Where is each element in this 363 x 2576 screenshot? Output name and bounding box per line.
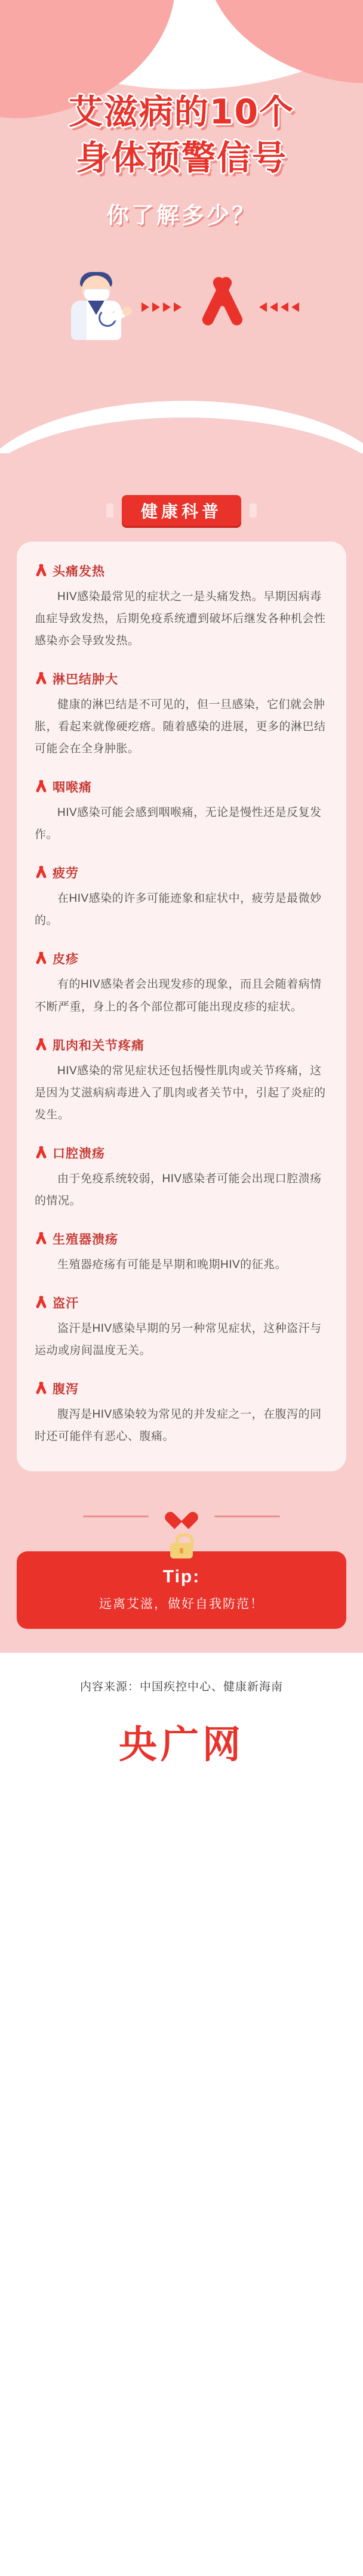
list-item [35, 1144, 328, 1212]
arrows-left-icon [259, 302, 299, 312]
ribbon-icon [35, 864, 47, 881]
list-item-text: 由于免疫系统较弱，HIV感染者可能会出现口腔溃疡的情况。 [35, 1172, 322, 1207]
list-item [35, 562, 328, 652]
list-item-title: 口腔溃疡 [53, 1146, 105, 1161]
symptom-card [17, 542, 346, 1471]
list-item [35, 950, 328, 1018]
list-item-head [35, 1036, 328, 1054]
list-item [35, 1036, 328, 1126]
poster-header [0, 0, 363, 453]
list-item [35, 778, 328, 846]
poster-title-block [0, 89, 363, 230]
tip-box [17, 1551, 346, 1629]
list-item-title: 咽喉痛 [53, 781, 92, 795]
tip-text: 远离艾滋，做好自我防范！ [99, 1597, 264, 1612]
lock-icon [168, 1533, 195, 1560]
ribbon-icon [35, 1380, 47, 1397]
list-item-title: 疲劳 [53, 867, 79, 881]
list-item-title: 盗汗 [53, 1296, 79, 1310]
arrows-right-icon [141, 302, 182, 312]
ribbon-icon [35, 1145, 47, 1161]
poster-subtitle: 你了解多少？ [106, 202, 257, 228]
header-illustration-row [0, 262, 363, 352]
list-item-head [35, 950, 328, 967]
list-item-text: HIV感染最常见的症状之一是头痛发热。早期因病毒血症导致发热，后期免疫系统遭到破坏后继发各种机会性感染亦会导致发热。 [35, 590, 326, 648]
list-item-title: 皮疹 [53, 953, 79, 967]
ribbon-icon [35, 950, 47, 967]
list-item-head [35, 1380, 328, 1397]
list-item-text: 生殖器疮疡有可能是早期和晚期HIV的征兆。 [57, 1258, 287, 1271]
heart-icon [171, 1505, 192, 1523]
list-item-head [35, 1230, 328, 1248]
doctor-icon [64, 272, 128, 342]
body-top-curve [0, 453, 363, 495]
list-item-text: 腹泻是HIV感染较为常见的并发症之一，在腹泻的同时还可能伴有恶心、腹痛。 [35, 1408, 322, 1443]
list-item [35, 1294, 328, 1362]
list-item-text: 有的HIV感染者会出现发疹的现象，而且会随着病情不断严重，身上的各个部位都可能出现皮疹的症状。 [35, 978, 322, 1013]
list-item-head [35, 670, 328, 688]
list-item-text: HIV感染可能会感到咽喉痛，无论是慢性还是反复发作。 [35, 806, 322, 842]
section-tag: 健康科普 [122, 495, 241, 526]
list-item-head [35, 1144, 328, 1162]
ribbon-icon [35, 1294, 47, 1311]
source-text: 内容来源：中国疾控中心、健康新海南 [79, 1681, 283, 1694]
list-item-head [35, 562, 328, 580]
list-item-title: 头痛发热 [53, 565, 105, 579]
list-item-head [35, 1294, 328, 1312]
tip-area [0, 1471, 363, 1629]
list-item-text: HIV感染的常见症状还包括慢性肌肉或关节疼痛，这是因为艾滋病病毒进入了肌肉或者关节中，引起了炎症的发生。 [35, 1064, 326, 1121]
list-item-title: 生殖器溃疡 [53, 1232, 118, 1247]
list-item [35, 864, 328, 932]
list-item-text: 盗汗是HIV感染早期的另一种常见症状，这种盗汗与运动或房间温度无关。 [35, 1322, 322, 1357]
list-item-text: 在HIV感染的许多可能迹象和症状中，疲劳是最微妙的。 [35, 892, 322, 927]
ribbon-icon [35, 1230, 47, 1247]
tip-label: Tip: [162, 1567, 201, 1587]
poster-body [0, 453, 363, 1653]
ribbon-icon [35, 670, 47, 687]
list-item [35, 1230, 328, 1276]
list-item-title: 淋巴结肿大 [53, 673, 118, 687]
ribbon-icon [35, 778, 47, 795]
poster-title-line-2: 身体预警信号 [76, 138, 287, 178]
list-item-text: 健康的淋巴结是不可见的，但一旦感染，它们就会肿胀，看起来就像硬疙瘩。随着感染的进展，更多的淋巴结可能会在全身肿胀。 [35, 698, 326, 756]
list-item [35, 670, 328, 760]
list-item-title: 肌肉和关节疼痛 [53, 1038, 144, 1053]
list-item [35, 1380, 328, 1448]
list-item-title: 腹泻 [53, 1382, 79, 1396]
poster-footer [0, 1653, 363, 1805]
ribbon-icon [35, 1037, 47, 1053]
ribbon-icon [35, 562, 47, 579]
list-item-head [35, 778, 328, 796]
list-item-head [35, 864, 328, 882]
red-ribbon-icon [195, 271, 246, 343]
poster-title-line-1: 艾滋病的10个 [68, 92, 295, 132]
brand-logo: 央广网 [119, 1723, 244, 1768]
heart-divider [83, 1498, 280, 1530]
